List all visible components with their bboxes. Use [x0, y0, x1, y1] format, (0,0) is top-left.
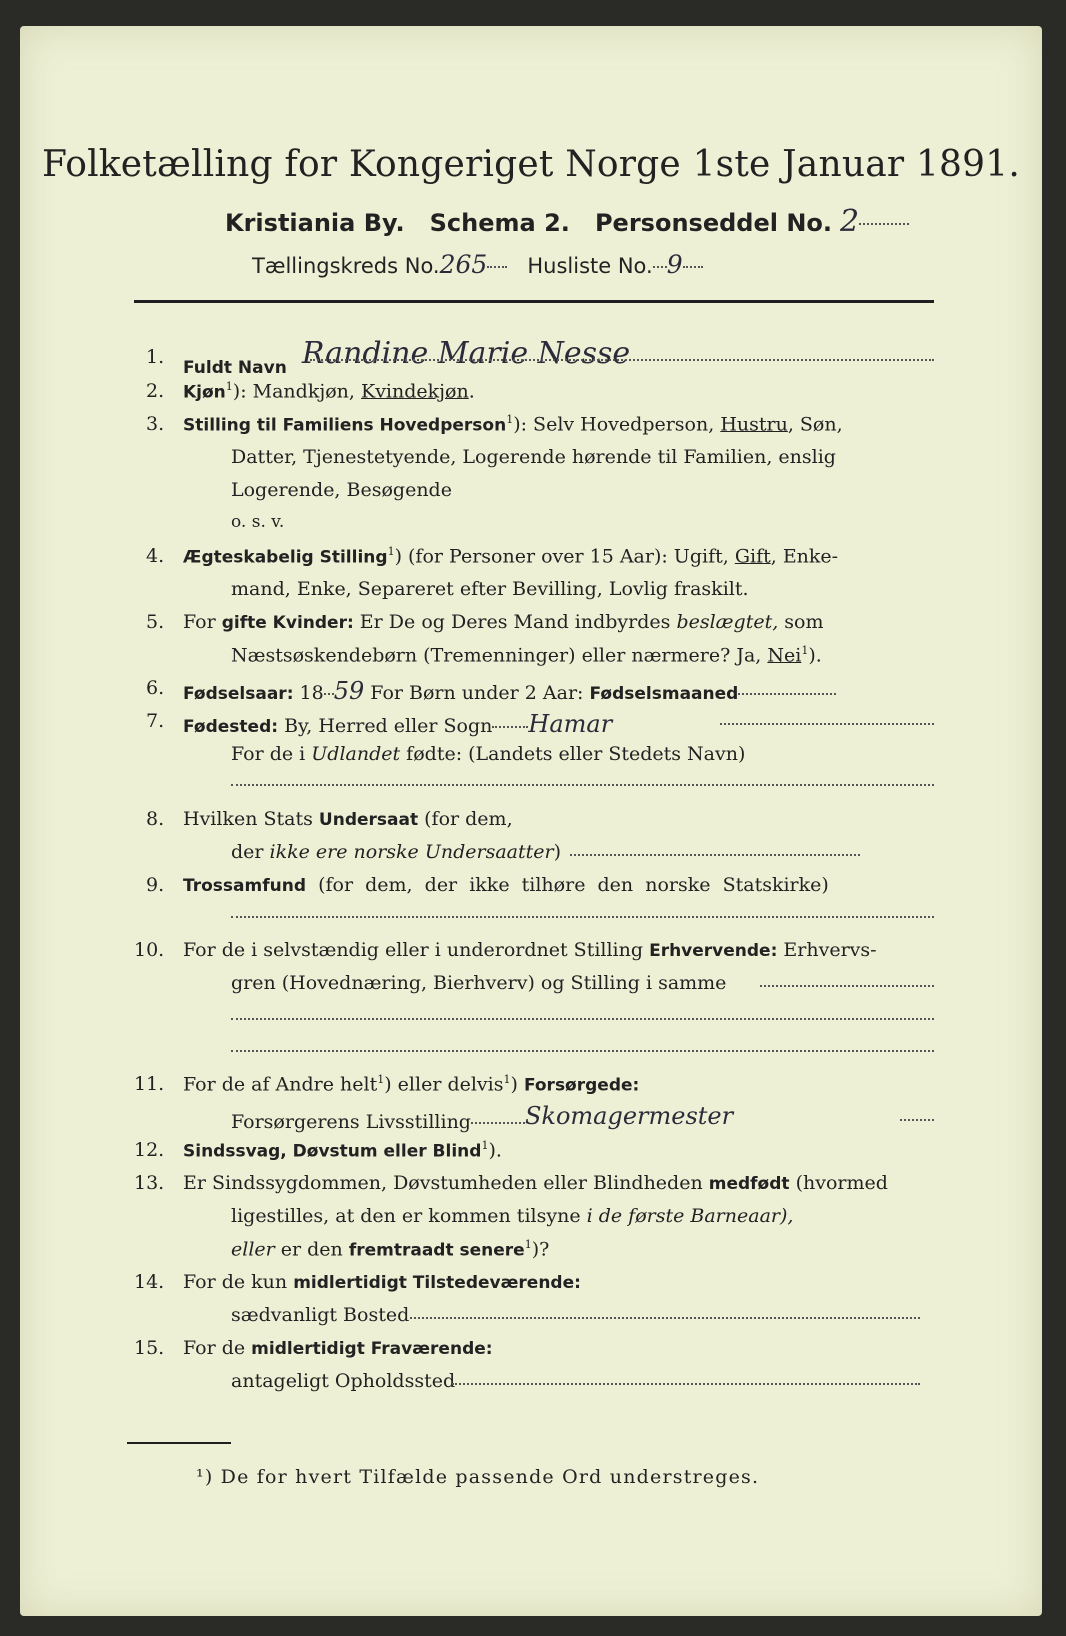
q13-row: [183, 1172, 888, 1194]
q5-line2: Næstsøskendebørn (Tremenninger) eller nærmere? Ja, Nei$^1$).: [231, 644, 822, 667]
q6-value: 59: [333, 677, 365, 705]
q11-text-mid: ) eller delvis: [384, 1073, 504, 1096]
q14-row: [183, 1271, 581, 1293]
q10-text-end: Erhvervs-: [777, 939, 877, 961]
q6-prefix: 18: [293, 682, 324, 704]
q10-line2: gren (Hovednæring, Bierhverv) og Stilling i samme: [231, 972, 727, 994]
q11-number: 11.: [134, 1073, 165, 1095]
q8-row: [183, 808, 513, 830]
q8-line2-end: ): [553, 841, 561, 863]
kreds-label: Tællingskreds No.: [252, 254, 440, 278]
q13-text: Er Sindssygdommen, Døvstumheden eller Blindheden: [183, 1172, 709, 1194]
q6-label2: Fødselsmaaned: [589, 684, 739, 704]
q7-line2-end: fødte: (Landets eller Stedets Navn): [400, 743, 746, 765]
q11-line2: [231, 1102, 734, 1134]
q3-line3: Logerende, Besøgende: [231, 479, 452, 501]
form-district-line: [252, 250, 703, 279]
q4-text: ) (for Personer over 15 Aar): Ugift,: [394, 545, 735, 568]
q5-selected-option: Nei: [767, 644, 802, 667]
q5-line2-text: Næstsøskendebørn (Tremenninger) eller nærmere? Ja,: [231, 644, 768, 667]
q10-label: Erhvervende:: [649, 941, 778, 961]
q7-text: By, Herred eller Sogn: [278, 715, 493, 737]
q11-text-sep: ): [510, 1073, 524, 1096]
q10-number: 10.: [134, 939, 165, 961]
q8-number: 8.: [146, 808, 165, 830]
q15-number: 15.: [134, 1337, 165, 1359]
q3-number: 3.: [146, 413, 165, 435]
q15-label: midlertidigt Fraværende:: [251, 1339, 493, 1359]
personseddel-value: 2: [840, 204, 860, 239]
schema-label: Schema 2.: [429, 209, 570, 237]
footnote-divider: [127, 1442, 231, 1444]
q14-number: 14.: [134, 1271, 165, 1293]
q2-row: [183, 380, 475, 402]
q8-text: Hvilken Stats: [183, 808, 319, 830]
q10-fill-line: [760, 985, 934, 987]
q5-text: For: [183, 611, 222, 633]
q7-row: [183, 710, 612, 738]
q3-line2: Datter, Tjenestetyende, Logerende hørende til Familien, enslig: [231, 446, 836, 468]
q5-label: gifte Kvinder:: [221, 613, 354, 633]
q7-number: 7.: [146, 710, 165, 732]
q3-label: Stilling til Familiens Hovedperson: [183, 415, 507, 436]
q9-row: [183, 874, 829, 896]
q6-number: 6.: [146, 677, 165, 699]
q5-text-end: som: [778, 611, 824, 633]
q14-text: For de kun: [183, 1271, 294, 1293]
header-divider: [134, 300, 934, 303]
q5-row: [183, 611, 824, 633]
q4-number: 4.: [146, 545, 165, 567]
kreds-value: 265: [439, 250, 488, 279]
footnote-mark: ¹): [196, 1466, 214, 1488]
q10-text: For de i selvstændig eller i underordnet Stilling: [183, 939, 650, 961]
q10-answer-line: [231, 1018, 934, 1020]
q15-line2: antageligt Opholdssted: [231, 1370, 456, 1392]
q4-text-end: , Enke-: [770, 545, 839, 568]
q7-fill-line: [720, 723, 934, 725]
q13-line3-end: )?: [531, 1238, 550, 1261]
q8-line2-text: der: [231, 841, 270, 863]
husliste-value: 9: [666, 250, 683, 279]
form-subheader: [225, 204, 909, 239]
q15-row: [183, 1337, 493, 1359]
q9-text: (for dem, der ikke tilhøre den norske Statskirke): [305, 874, 829, 896]
q5-line2-end: ).: [808, 644, 822, 667]
q4-line2: mand, Enke, Separeret efter Bevilling, Lovlig fraskilt.: [231, 578, 749, 600]
q6-label: Fødselsaar:: [183, 684, 294, 704]
q1-row: [183, 336, 631, 381]
q2-text-end: .: [468, 380, 475, 403]
q8-fill-line: [570, 854, 860, 856]
q9-label: Trossamfund: [183, 876, 306, 896]
q12-row: Sindssvag, Døvstum eller Blind$^1$).: [183, 1139, 502, 1162]
q3-selected-option: Hustru: [720, 413, 788, 436]
footnote: [196, 1466, 759, 1488]
husliste-label: Husliste No.: [527, 254, 653, 278]
q11-fill-line: [900, 1119, 934, 1121]
q10-row: [183, 939, 877, 961]
q15-fill-line: [452, 1383, 920, 1385]
q5-number: 5.: [146, 611, 165, 633]
q13-line3-label: fremtraadt senere: [348, 1240, 525, 1261]
q2-label: Kjøn: [183, 382, 226, 403]
q11-text: For de af Andre helt: [183, 1073, 378, 1096]
q8-text-end: (for dem,: [418, 808, 513, 830]
q12-text: ).: [488, 1139, 502, 1162]
q10-answer-line-2: [231, 1050, 934, 1052]
q11-label: Forsørgede:: [523, 1075, 640, 1096]
q2-number: 2.: [146, 380, 165, 402]
q8-label: Undersaat: [318, 810, 419, 830]
q1-number: 1.: [146, 346, 165, 368]
q14-line2: sædvanligt Bosted: [231, 1304, 410, 1326]
q1-value: Randine Marie Nesse: [301, 336, 631, 371]
q11-line2-text: Forsørgerens Livsstilling: [231, 1111, 471, 1133]
q14-label: midlertidigt Tilstedeværende:: [293, 1273, 581, 1293]
personseddel-label: Personseddel No.: [594, 209, 833, 237]
city-label: Kristiania By.: [225, 209, 405, 237]
q9-number: 9.: [146, 874, 165, 896]
q1-fill-line: [310, 359, 934, 361]
q7-line2-text: For de i: [231, 743, 312, 765]
q4-selected-option: Gift: [734, 545, 771, 568]
q13-number: 13.: [134, 1172, 165, 1194]
footnote-text: De for hvert Tilfælde passende Ord understreges.: [213, 1466, 760, 1488]
q1-label: Fuldt Navn: [183, 358, 287, 378]
q11-value: Skomagermester: [524, 1102, 734, 1130]
q13-line3: eller er den fremtraadt senere$^1$)?: [231, 1238, 550, 1261]
q7-answer-line: [231, 784, 934, 786]
q13-line2-text: ligestilles, at den er kommen tilsyne: [231, 1205, 587, 1227]
q3-row: Stilling til Familiens Hovedperson$^1$): Selv Hovedperson, Hustru, Søn,: [183, 413, 843, 436]
q6-row: [183, 677, 836, 705]
q7-value: Hamar: [528, 710, 613, 738]
q4-row: Ægteskabelig Stilling$^1$) (for Personer over 15 Aar): Ugift, Gift, Enke-: [183, 545, 839, 568]
q7-label: Fødested:: [183, 717, 279, 737]
census-form-sheet: [20, 26, 1042, 1616]
q11-row: For de af Andre helt$^1$) eller delvis$^1$) Forsørgede:: [183, 1073, 640, 1096]
q12-label: Sindssvag, Døvstum eller Blind: [183, 1141, 482, 1162]
q4-label: Ægteskabelig Stilling: [183, 547, 388, 568]
q6-text: For Børn under 2 Aar:: [364, 682, 590, 704]
q3-text: ): Selv Hovedperson,: [513, 413, 721, 436]
q3-text-end: , Søn,: [787, 413, 843, 436]
q3-line4: o. s. v.: [231, 512, 285, 532]
form-title: Folketælling for Kongeriget Norge 1ste Januar 1891.: [41, 144, 1021, 185]
q9-answer-line: [231, 916, 934, 918]
q13-line2: [231, 1205, 793, 1227]
q8-line2: [231, 841, 561, 863]
q2-footnote-mark: 1: [225, 380, 233, 393]
q5-text-mid: Er De og Deres Mand indbyrdes: [353, 611, 677, 633]
q12-number: 12.: [134, 1139, 165, 1161]
q15-text: For de: [183, 1337, 252, 1359]
q13-label: medfødt: [708, 1174, 790, 1194]
q13-text-end: (hvormed: [789, 1172, 888, 1194]
q13-line3-italic: eller: [231, 1238, 275, 1261]
q13-line3-text: er den: [274, 1238, 349, 1261]
q2-text: ): Mandkjøn,: [232, 380, 361, 403]
q2-selected-option: Kvindekjøn: [361, 380, 469, 403]
q13-line2-italic: i de første Barneaar),: [586, 1205, 794, 1227]
q7-line2-italic: Udlandet: [311, 743, 401, 765]
q5-italic: beslægtet,: [676, 611, 779, 633]
q14-fill-line: [410, 1317, 920, 1319]
q8-line2-italic: ikke ere norske Undersaatter: [269, 841, 554, 863]
q7-line2: [231, 743, 745, 765]
